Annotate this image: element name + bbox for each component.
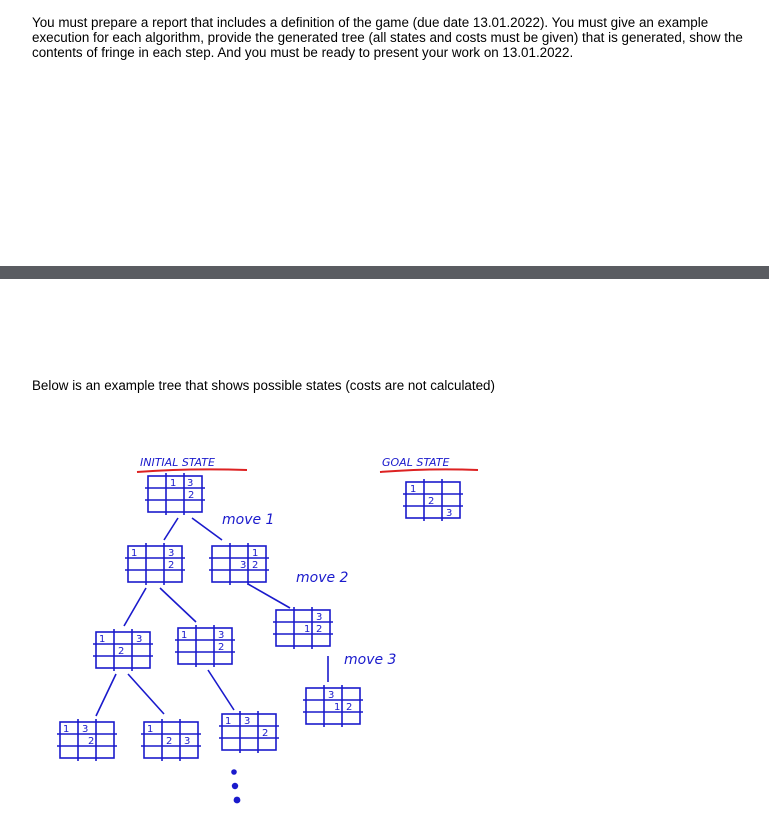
svg-text:2: 2 bbox=[166, 736, 173, 747]
state-grid bbox=[273, 607, 333, 649]
tree-edge bbox=[160, 588, 196, 622]
svg-text:1: 1 bbox=[252, 548, 259, 559]
move-2-label: move 2 bbox=[296, 570, 349, 586]
state-grid bbox=[141, 719, 201, 761]
svg-text:1: 1 bbox=[225, 716, 232, 727]
state-grid bbox=[125, 543, 185, 585]
svg-text:1: 1 bbox=[99, 634, 106, 645]
svg-text:2: 2 bbox=[252, 560, 259, 571]
instructions-paragraph: You must prepare a report that includes a definition of the game (due date 13.01.2022). You must give an example execution for each algorithm, provide the generated tree (all states and costs must be given) that is generated, show the contents of fringe in each step. And you must be ready to present your work on 13.01.2022. bbox=[32, 15, 743, 61]
initial-state-grid bbox=[145, 473, 205, 515]
svg-text:1: 1 bbox=[131, 548, 138, 559]
state-tree-sketch bbox=[0, 430, 769, 816]
svg-text:3: 3 bbox=[240, 560, 247, 571]
svg-text:3: 3 bbox=[328, 690, 335, 701]
svg-text:3: 3 bbox=[136, 634, 143, 645]
state-grid bbox=[303, 685, 363, 727]
svg-text:1: 1 bbox=[170, 478, 177, 489]
state-grid bbox=[209, 543, 269, 585]
continuation-dot bbox=[232, 783, 238, 789]
state-grid bbox=[93, 629, 153, 671]
tree-edge bbox=[124, 588, 146, 626]
svg-text:3: 3 bbox=[244, 716, 251, 727]
section-divider bbox=[0, 266, 769, 279]
svg-text:2: 2 bbox=[218, 642, 225, 653]
svg-text:1: 1 bbox=[147, 724, 154, 735]
goal-state-underline bbox=[380, 469, 478, 472]
move-3-label: move 3 bbox=[344, 652, 397, 668]
tree-edge bbox=[192, 518, 222, 540]
svg-text:2: 2 bbox=[188, 490, 195, 501]
svg-text:2: 2 bbox=[118, 646, 125, 657]
svg-text:3: 3 bbox=[187, 478, 194, 489]
initial-state-underline bbox=[137, 469, 247, 472]
svg-text:3: 3 bbox=[82, 724, 89, 735]
svg-text:1: 1 bbox=[304, 624, 311, 635]
svg-text:1: 1 bbox=[63, 724, 70, 735]
state-grid bbox=[219, 711, 279, 753]
svg-text:1: 1 bbox=[334, 702, 341, 713]
svg-text:1: 1 bbox=[410, 484, 417, 495]
svg-text:2: 2 bbox=[346, 702, 353, 713]
svg-text:3: 3 bbox=[446, 508, 453, 519]
svg-text:3: 3 bbox=[218, 630, 225, 641]
tree-caption: Below is an example tree that shows possible states (costs are not calculated) bbox=[32, 378, 495, 393]
svg-text:2: 2 bbox=[88, 736, 95, 747]
state-grid bbox=[57, 719, 117, 761]
tree-edge bbox=[128, 674, 164, 714]
svg-text:1: 1 bbox=[181, 630, 188, 641]
goal-state-grid bbox=[403, 479, 463, 521]
continuation-dot bbox=[231, 769, 237, 775]
tree-edge bbox=[96, 674, 116, 716]
state-grid bbox=[175, 625, 235, 667]
svg-text:2: 2 bbox=[428, 496, 435, 507]
goal-state-label: GOAL STATE bbox=[382, 456, 450, 469]
tree-edge bbox=[248, 584, 290, 608]
move-1-label: move 1 bbox=[222, 512, 275, 528]
svg-text:3: 3 bbox=[316, 612, 323, 623]
svg-text:2: 2 bbox=[316, 624, 323, 635]
svg-text:3: 3 bbox=[168, 548, 175, 559]
svg-text:2: 2 bbox=[168, 560, 175, 571]
initial-state-label: INITIAL STATE bbox=[140, 456, 215, 469]
svg-text:3: 3 bbox=[184, 736, 191, 747]
tree-edge bbox=[164, 518, 178, 540]
tree-edge bbox=[208, 670, 234, 710]
continuation-dot bbox=[234, 797, 241, 804]
svg-text:2: 2 bbox=[262, 728, 269, 739]
